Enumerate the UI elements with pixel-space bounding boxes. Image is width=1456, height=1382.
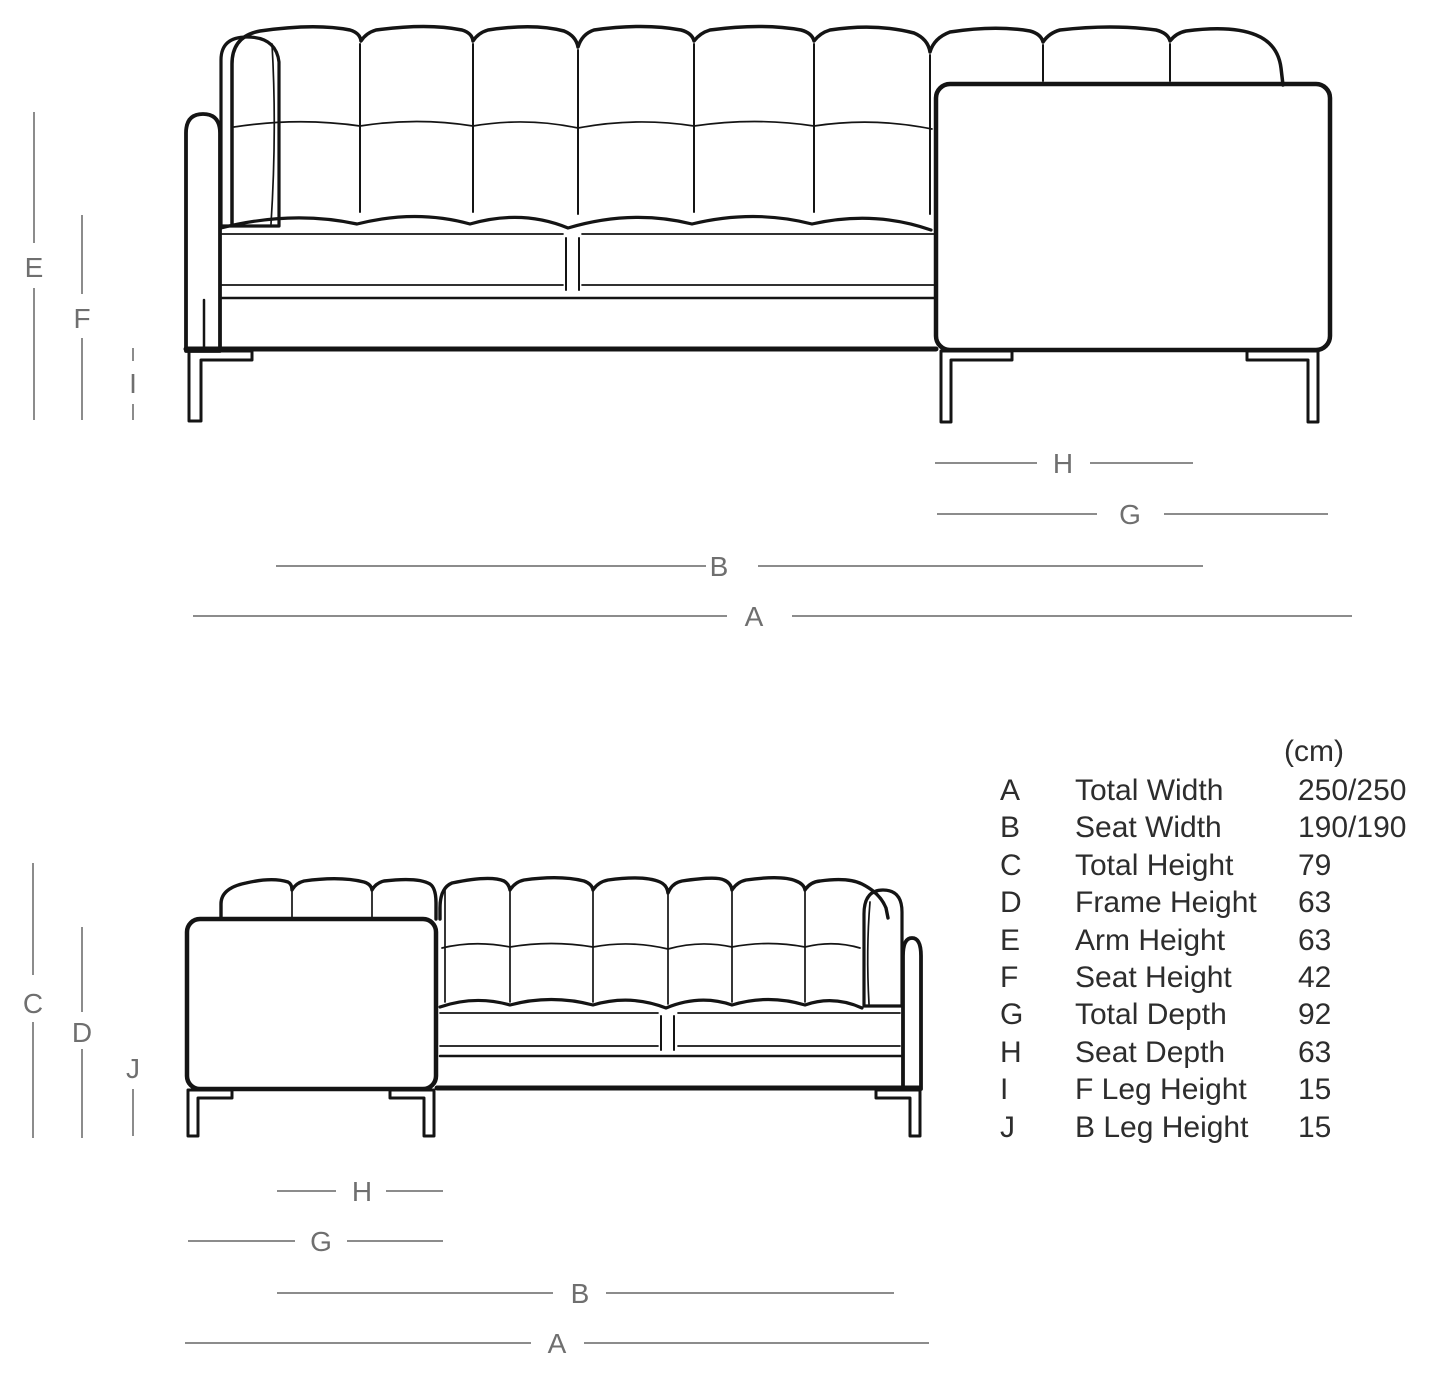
side-corner-back-bumps xyxy=(221,879,436,919)
legend-name: Total Height xyxy=(1075,848,1234,882)
front-back-tuft-line xyxy=(234,122,932,130)
legend-row-seat-depth xyxy=(1000,1034,1452,1071)
legend-letter: G xyxy=(1000,998,1024,1032)
legend-name: Seat Width xyxy=(1075,811,1222,845)
legend-value: 250/250 xyxy=(1298,774,1407,807)
side-dimension-lines xyxy=(33,863,929,1343)
legend-name: Seat Height xyxy=(1075,960,1232,994)
side-right-arm xyxy=(903,938,921,1089)
dim-label-frame-height: D xyxy=(71,1017,93,1048)
legend-row-total-depth xyxy=(1000,996,1452,1033)
dim-label-arm-height: E xyxy=(24,252,44,283)
legend-value: 79 xyxy=(1298,848,1332,882)
legend-row-total-width xyxy=(1000,772,1452,809)
dim-label-seat-width-front: B xyxy=(709,551,729,582)
dim-label-back-leg-height: J xyxy=(126,1053,140,1084)
dim-label-total-width-front: A xyxy=(744,601,764,632)
front-view xyxy=(25,27,1352,633)
legend-table xyxy=(1000,735,1452,1146)
side-seat-edge-lines xyxy=(440,1013,900,1046)
front-left-back-cushion xyxy=(221,37,279,226)
front-left-cushion-seam xyxy=(271,44,274,224)
dim-label-total-depth-side: G xyxy=(310,1226,332,1257)
legend-letter: F xyxy=(1000,960,1019,994)
legend-value: 92 xyxy=(1298,998,1332,1032)
legend-letter: H xyxy=(1000,1035,1022,1069)
legend-value: 63 xyxy=(1298,886,1332,920)
legend-row-seat-width xyxy=(1000,809,1452,846)
dim-label-total-width-side: A xyxy=(547,1328,567,1359)
front-seat-edge-lines xyxy=(221,234,934,285)
dim-label-seat-depth-side: H xyxy=(351,1176,373,1207)
legend-value: 42 xyxy=(1298,960,1332,994)
dim-label-total-height: C xyxy=(22,988,44,1019)
side-back-tuft-line xyxy=(442,944,860,950)
side-seat-top-curve xyxy=(440,1000,862,1009)
front-corner-side-panel xyxy=(936,84,1330,350)
legend-row-total-height xyxy=(1000,847,1452,884)
front-seat-seam xyxy=(566,238,579,290)
legend-row-seat-height xyxy=(1000,959,1452,996)
side-seat-seam xyxy=(661,1016,674,1050)
legend-name: Arm Height xyxy=(1075,923,1226,957)
front-frame-lines xyxy=(204,298,934,349)
legend-name: B Leg Height xyxy=(1075,1110,1249,1144)
dim-label-seat-depth-front: H xyxy=(1052,448,1074,479)
legend-value: 15 xyxy=(1298,1110,1332,1144)
legend-name: Total Depth xyxy=(1075,998,1227,1032)
legend-name: Seat Depth xyxy=(1075,1035,1226,1069)
side-corner-bump-dividers xyxy=(292,888,372,917)
front-back-divider-lines xyxy=(360,44,1170,214)
legend-letter: C xyxy=(1000,848,1022,882)
legend-letter: D xyxy=(1000,886,1022,920)
dim-label-seat-width-side: B xyxy=(570,1278,590,1309)
legend-letter: I xyxy=(1000,1073,1009,1107)
legend-unit-label: (cm) xyxy=(1284,735,1344,768)
legend-value: 190/190 xyxy=(1298,811,1407,845)
dim-label-total-depth-front: G xyxy=(1119,499,1141,530)
side-view xyxy=(23,863,929,1359)
legend-name: F Leg Height xyxy=(1075,1073,1247,1107)
legend-value: 63 xyxy=(1298,1035,1332,1069)
legend-value: 15 xyxy=(1298,1073,1332,1107)
side-right-cushion-seam xyxy=(868,902,870,1004)
legend-letter: A xyxy=(1000,774,1021,807)
front-legs xyxy=(189,351,1318,422)
side-legs xyxy=(188,1090,920,1136)
legend-letter: E xyxy=(1000,923,1021,957)
front-seat-top-curve xyxy=(221,217,931,231)
legend-row-back-leg-height xyxy=(1000,1109,1452,1146)
legend-value: 63 xyxy=(1298,923,1332,957)
legend-row-arm-height xyxy=(1000,922,1452,959)
legend-row-frame-height xyxy=(1000,884,1452,921)
side-corner-side-panel xyxy=(187,919,436,1089)
dim-label-front-leg-height: I xyxy=(129,368,137,399)
dim-label-seat-height: F xyxy=(73,303,91,334)
legend-letter: B xyxy=(1000,811,1021,845)
side-back-outline xyxy=(440,878,888,919)
legend-letter: J xyxy=(1000,1110,1015,1144)
front-back-outline xyxy=(232,27,1283,225)
legend-row-front-leg-height xyxy=(1000,1071,1452,1108)
legend-name: Frame Height xyxy=(1075,886,1257,920)
legend-name: Total Width xyxy=(1075,774,1224,807)
